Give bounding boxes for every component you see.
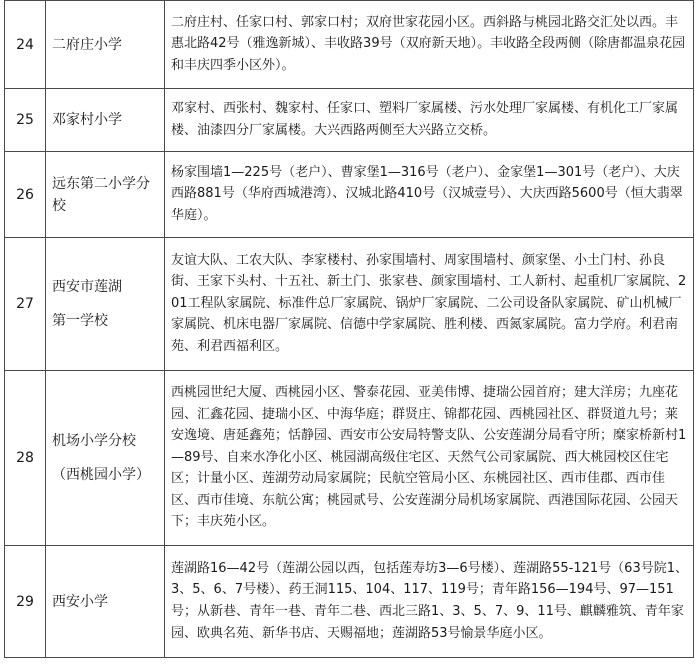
school-name-line: 西安市莲湖 [52, 279, 122, 295]
table-row [5, 89, 694, 152]
table-row [5, 1, 694, 89]
row-number: 26 [5, 152, 46, 238]
school-name-line: 邓家村小学 [52, 112, 122, 128]
table-row [5, 152, 694, 238]
school-name [46, 89, 165, 152]
row-number: 25 [5, 89, 46, 152]
school-name-line: 西安小学 [52, 593, 108, 610]
school-name-line: 二府庄小学 [52, 36, 122, 53]
school-name [46, 371, 165, 546]
enrollment-area: 莲湖路16—42号（莲湖公园以西，包括莲寿坊3—6号楼）、莲湖路55-121号（63号院1、3、5、6、7号楼）、药王洞115、104、117、119号；青年路156—194号、97—151号；从新巷、青年一巷、青年二巷、西北三路1、3、5、7、9、11号、麒麟雅筑、青年家园、欧典名苑、新华书店、天赐福地；莲湖路53号愉景华庭小区。 [165, 546, 694, 658]
row-number: 24 [5, 1, 46, 89]
enrollment-area: 友谊大队、工农大队、李家楼村、孙家围墙村、周家围墙村、颜家堡、小土门村、孙良街、王家下头村、十五社、新土门、张家巷、颜家围墙村、工人新村、起重机厂家属院、201工程队家属院、标准件总厂家属院、锅炉厂家属院、二公司设备队家属院、矿山机械厂家属院、机床电器厂家属院、信德中学家属院、胜利楼、西氮家属院。富力学府。利君南苑、利君西福利区。 [165, 238, 694, 371]
table-row [5, 371, 694, 546]
school-name-line: 机场小学分校 [52, 433, 136, 449]
school-name-line: （西桃园小学） [52, 467, 150, 483]
school-district-table [4, 0, 694, 658]
table-row [5, 546, 694, 658]
school-name [46, 546, 165, 658]
school-name [46, 152, 165, 238]
enrollment-area: 西桃园世纪大厦、西桃园小区、警泰花园、亚美伟博、捷瑞公园首府；建大洋房；九座花园、汇鑫花园、捷瑞小区、中海华庭；群贤庄、锦都花园、西桃园社区、群贤道九号；莱安逸境、唐延鑫苑；恬静园、西安市公安局特警支队、公安莲湖分局看守所；糜家桥新村1—89号、自来水净化小区、桃园湖高级住宅区、天然气公司家属院、西大桃园校区住宅区；计量小区、莲湖劳动局家属院；民航空管局小区、东桃园社区、西市佳郡、西市佳区、西市佳境、东航公寓；桃园贰号、公安莲湖分局机场家属院、西港国际花园、公园天下；丰庆苑小区。 [165, 371, 694, 546]
enrollment-area: 二府庄村、任家口村、郭家口村；双府世家花园小区。西斜路与桃园北路交汇处以西。丰惠北路42号（雅逸新城）、丰收路39号（双府新天地）。丰收路全段两侧（除唐都温泉花园和丰庆四季小区外）。 [165, 1, 694, 89]
table-row [5, 238, 694, 371]
school-name [46, 238, 165, 371]
enrollment-area: 杨家围墙1—225号（老户）、曹家堡1—316号（老户）、金家堡1—301号（老户）、大庆西路881号（华府西城港湾）、汉城北路410号（汉城壹号）、大庆西路5600号（恒大翡翠华庭）。 [165, 152, 694, 238]
row-number: 27 [5, 238, 46, 371]
school-name-line: 第一学校 [52, 313, 108, 329]
row-number: 28 [5, 371, 46, 546]
school-name-line: 远东第二小学分校 [52, 175, 150, 214]
row-number: 29 [5, 546, 46, 658]
enrollment-area: 邓家村、西张村、魏家村、任家口、塑料厂家属楼、污水处理厂家属楼、有机化工厂家属楼、油漆四分厂家属楼。大兴西路两侧至大兴路立交桥。 [165, 89, 694, 152]
school-name [46, 1, 165, 89]
